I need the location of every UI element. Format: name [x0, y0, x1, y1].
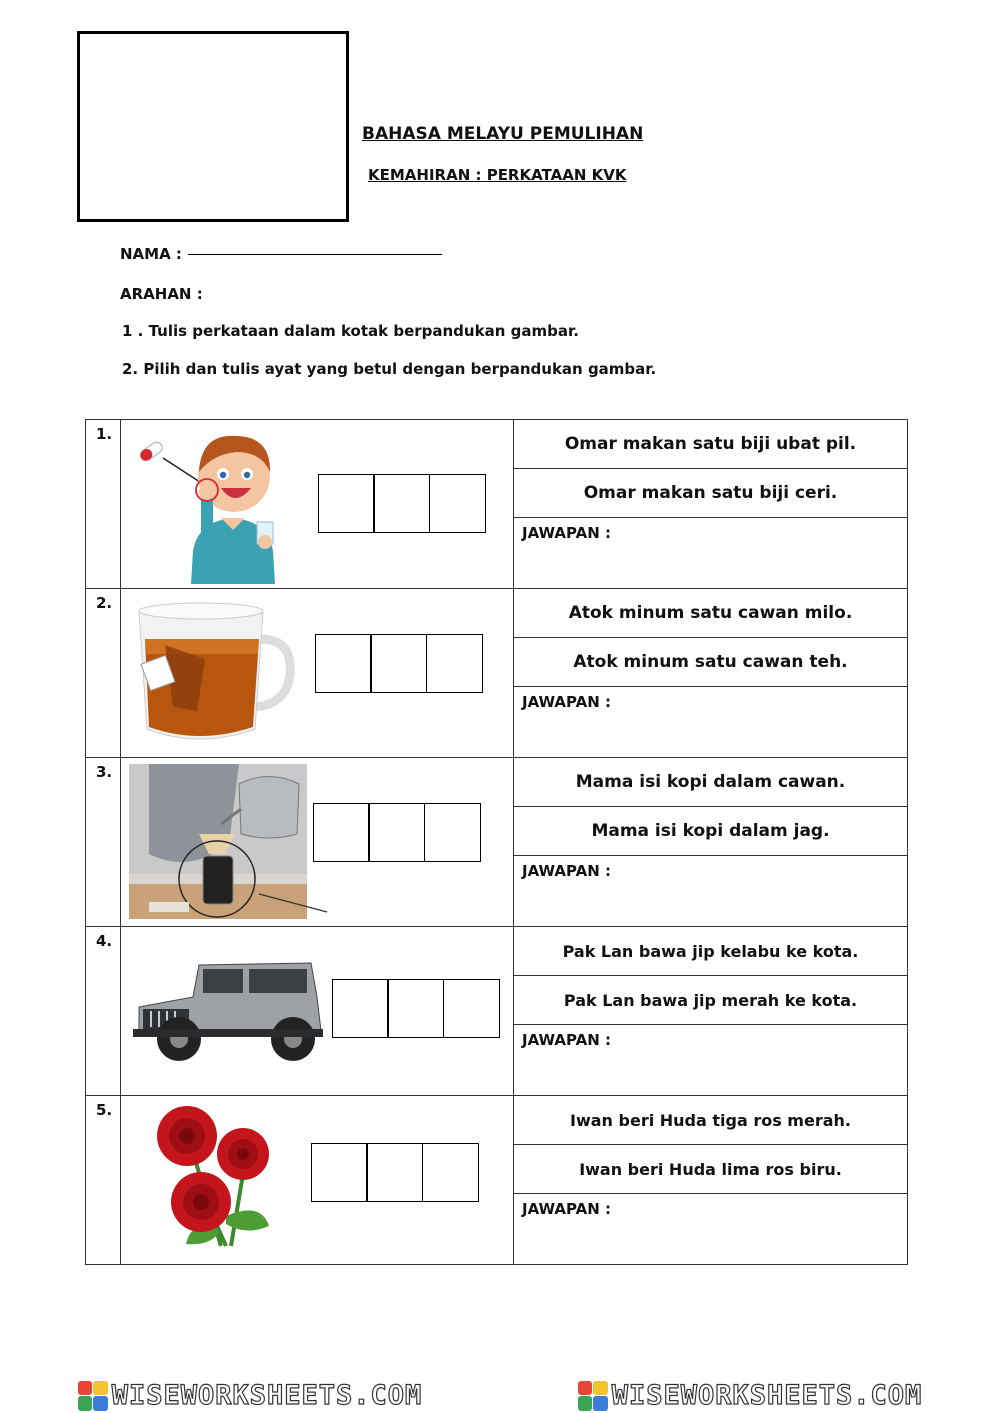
options-cell	[514, 420, 908, 589]
options-cell	[514, 589, 908, 758]
brand-watermark	[78, 1380, 423, 1411]
options-cell	[514, 927, 908, 1096]
option-b[interactable]: Atok minum satu cawan teh.	[514, 638, 907, 687]
options-cell	[514, 758, 908, 927]
option-b[interactable]: Mama isi kopi dalam jag.	[514, 807, 907, 856]
question-number: 2.	[86, 589, 121, 758]
letter-boxes[interactable]	[333, 979, 500, 1038]
red-roses-illustration	[151, 1106, 281, 1256]
option-b[interactable]: Omar makan satu biji ceri.	[514, 469, 907, 518]
pouring-coffee-illustration	[129, 764, 334, 924]
option-b[interactable]: Iwan beri Huda lima ros biru.	[514, 1145, 907, 1194]
question-row	[86, 420, 908, 589]
question-row	[86, 589, 908, 758]
question-table	[85, 419, 908, 1265]
option-a[interactable]: Pak Lan bawa jip kelabu ke kota.	[514, 927, 907, 976]
brand-logo-icon	[578, 1381, 608, 1411]
letter-boxes[interactable]	[319, 474, 486, 533]
answer-label[interactable]: JAWAPAN :	[522, 693, 611, 711]
answer-label[interactable]: JAWAPAN :	[522, 1031, 611, 1049]
worksheet-title: BAHASA MELAYU PEMULIHAN	[362, 124, 644, 144]
name-row	[120, 245, 442, 263]
name-line[interactable]	[188, 254, 442, 255]
question-picture-cell	[121, 758, 514, 927]
question-row	[86, 758, 908, 927]
cup-of-tea-illustration	[135, 599, 295, 749]
letter-boxes[interactable]	[312, 1143, 479, 1202]
option-a[interactable]: Omar makan satu biji ubat pil.	[514, 420, 907, 469]
brand-text: WISEWORKSHEETS.COM	[111, 1380, 423, 1411]
option-b[interactable]: Pak Lan bawa jip merah ke kota.	[514, 976, 907, 1025]
letter-boxes[interactable]	[314, 803, 481, 862]
worksheet-subtitle: KEMAHIRAN : PERKATAAN KVK	[368, 166, 627, 184]
question-row	[86, 927, 908, 1096]
answer-label[interactable]: JAWAPAN :	[522, 862, 611, 880]
question-number: 5.	[86, 1096, 121, 1265]
brand-text: WISEWORKSHEETS.COM	[611, 1380, 923, 1411]
brand-logo-icon	[78, 1381, 108, 1411]
boy-taking-pill-illustration	[133, 426, 308, 586]
letter-boxes[interactable]	[316, 634, 483, 693]
instructions-label: ARAHAN :	[120, 285, 203, 303]
question-number: 1.	[86, 420, 121, 589]
option-a[interactable]: Iwan beri Huda tiga ros merah.	[514, 1096, 907, 1145]
name-label: NAMA :	[120, 245, 182, 263]
instruction-1: 1 . Tulis perkataan dalam kotak berpandukan gambar.	[122, 322, 579, 340]
question-number: 4.	[86, 927, 121, 1096]
grey-jeep-illustration	[133, 957, 328, 1067]
answer-label[interactable]: JAWAPAN :	[522, 524, 611, 542]
question-row	[86, 1096, 908, 1265]
instruction-2: 2. Pilih dan tulis ayat yang betul dengan berpandukan gambar.	[122, 360, 657, 378]
photo-box	[77, 31, 349, 222]
answer-label[interactable]: JAWAPAN :	[522, 1200, 611, 1218]
question-picture-cell	[121, 420, 514, 589]
question-picture-cell	[121, 1096, 514, 1265]
question-picture-cell	[121, 589, 514, 758]
brand-watermark	[578, 1380, 923, 1411]
options-cell	[514, 1096, 908, 1265]
option-a[interactable]: Atok minum satu cawan milo.	[514, 589, 907, 638]
question-picture-cell	[121, 927, 514, 1096]
option-a[interactable]: Mama isi kopi dalam cawan.	[514, 758, 907, 807]
footer-watermark	[0, 1378, 1000, 1413]
question-number: 3.	[86, 758, 121, 927]
